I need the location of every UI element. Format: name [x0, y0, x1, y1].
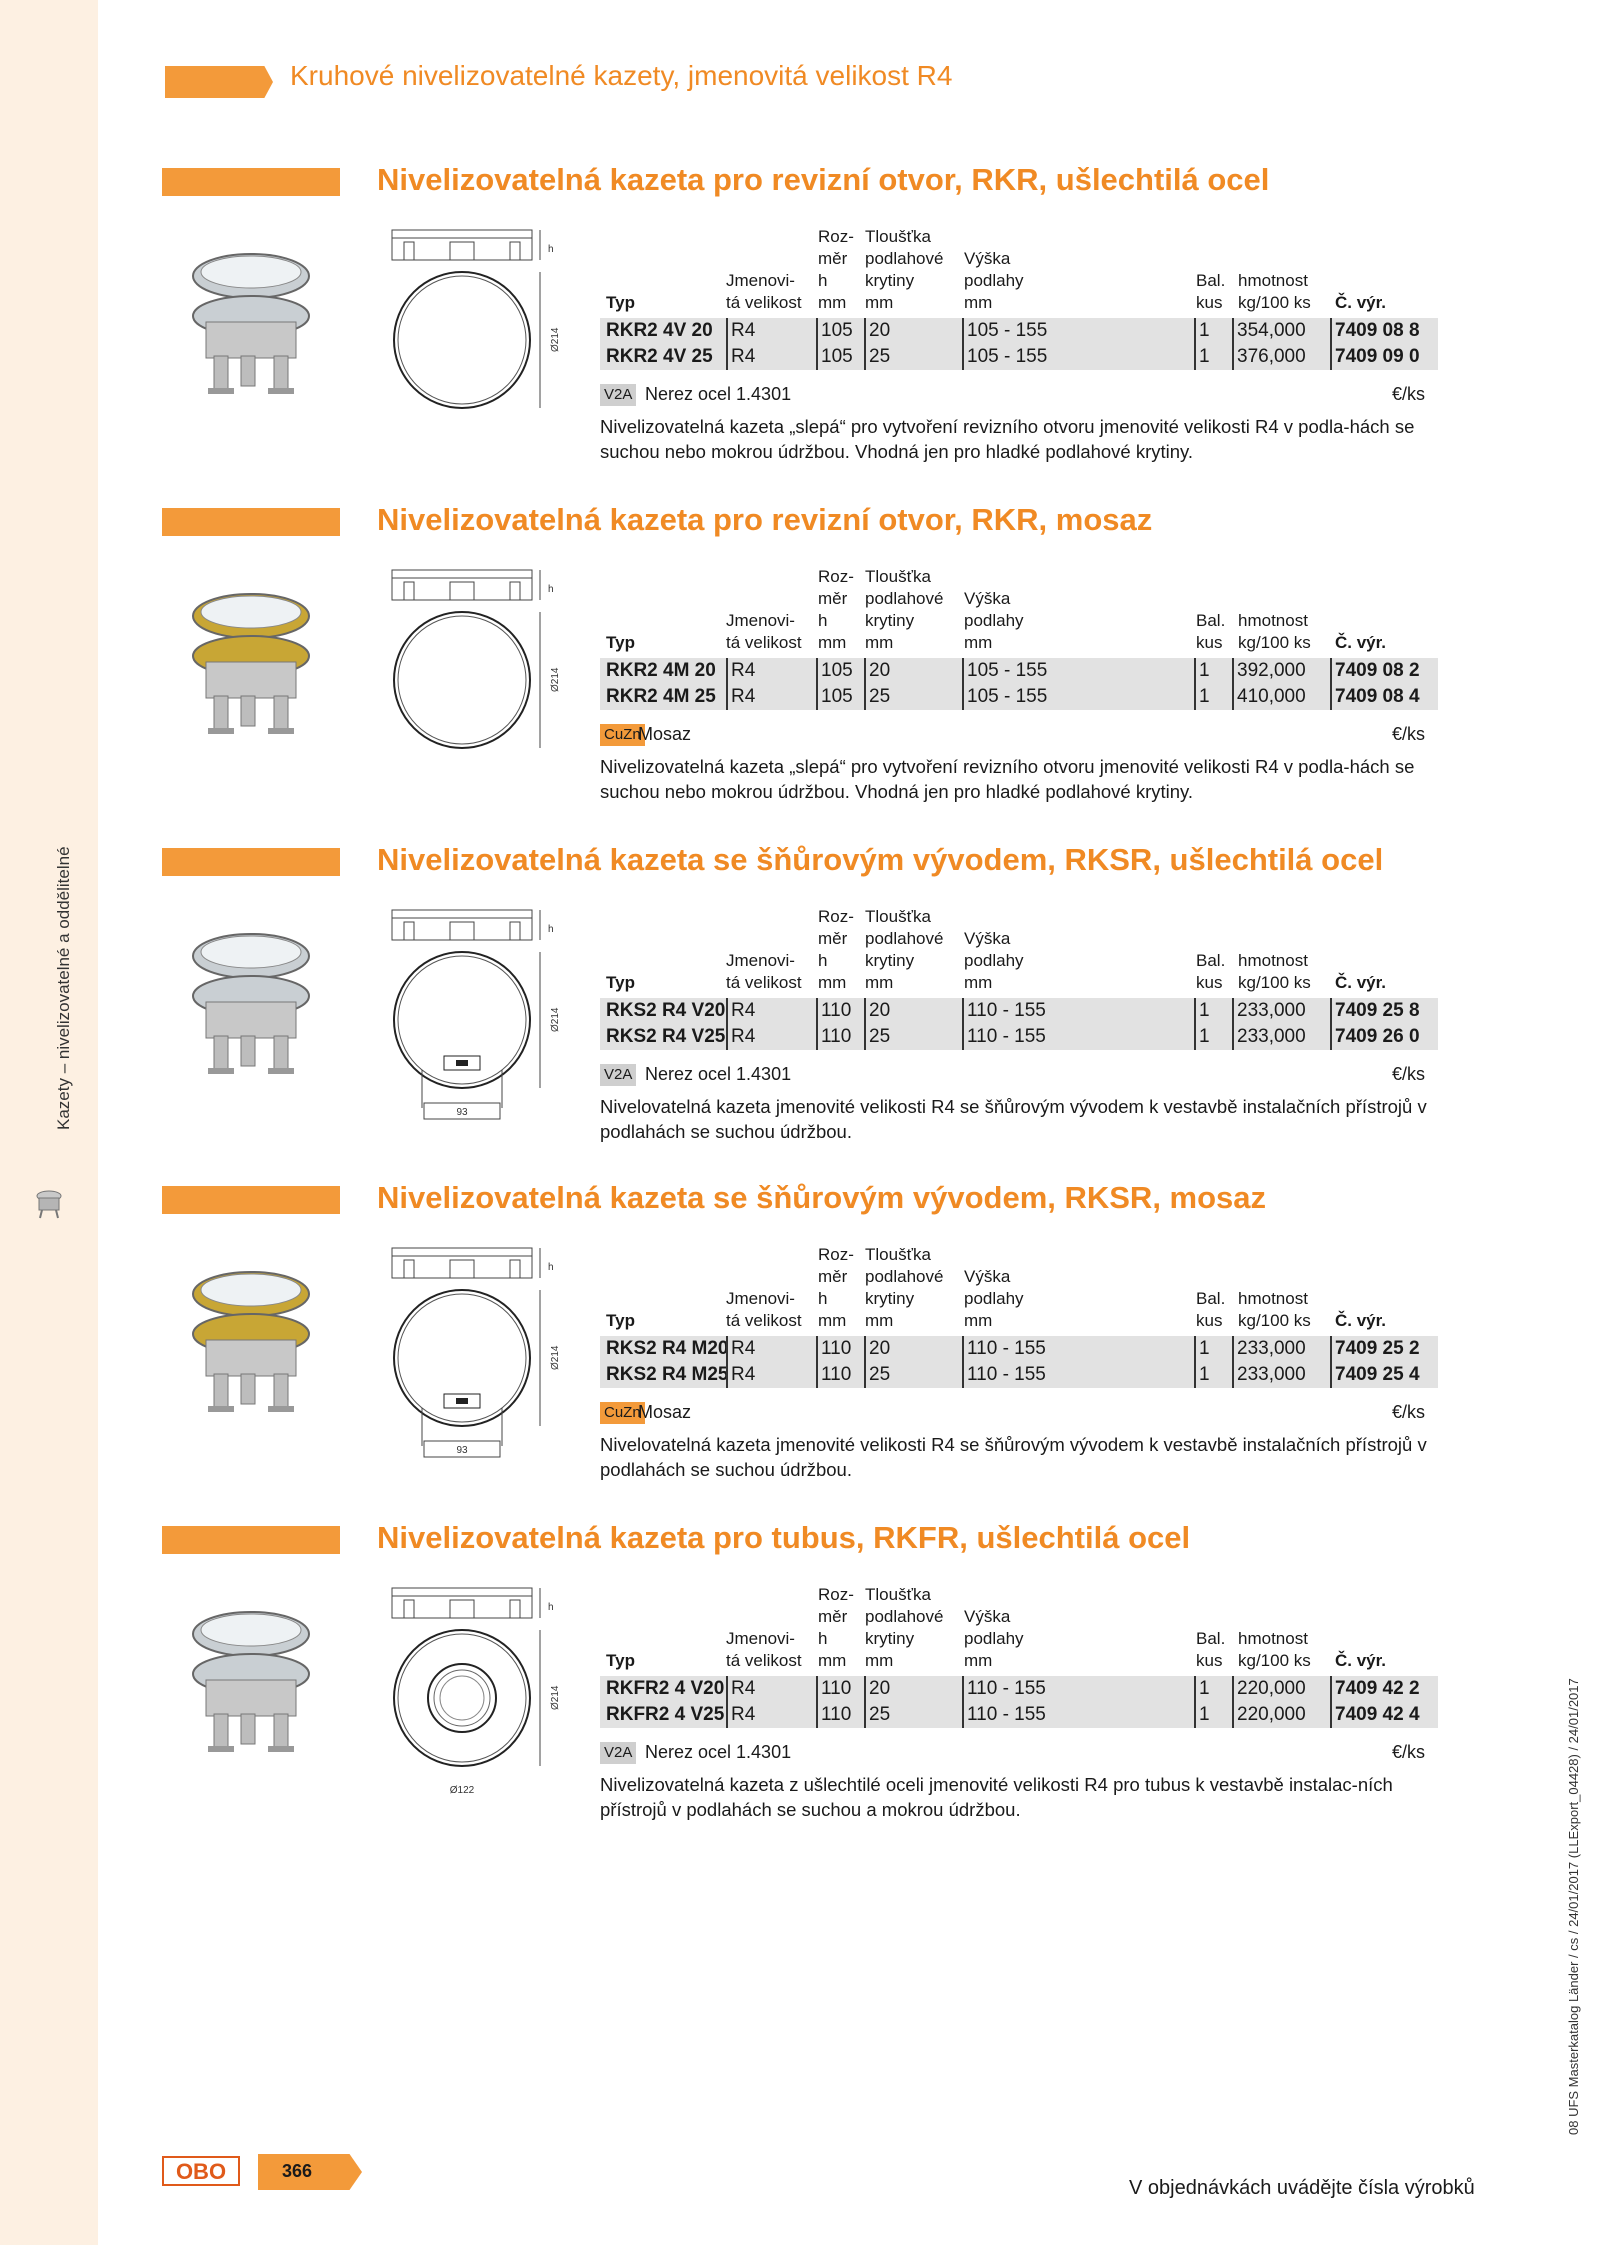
hdr-roz: Roz- — [818, 1585, 854, 1604]
hdr-cvyr: Č. výr. — [1335, 1651, 1387, 1670]
hdr-kg: kg/100 ks — [1238, 1651, 1311, 1670]
hdr-typ: Typ — [606, 293, 635, 312]
table-row — [600, 318, 1438, 344]
cell-height: 105 - 155 — [962, 344, 1047, 370]
section-title: Nivelizovatelná kazeta se šňůrovým vývodem, RKSR, mosaz — [377, 1180, 1267, 1215]
cell-pack: 1 — [1194, 1336, 1210, 1362]
hdr-h: h — [818, 1289, 828, 1308]
cell-type: RKFR2 4 V25 — [606, 1704, 725, 1725]
cell-weight: 220,000 — [1232, 1702, 1306, 1728]
product-section — [0, 162, 1600, 498]
hdr-h: h — [818, 951, 828, 970]
cell-thick: 20 — [864, 998, 890, 1024]
hdr-mm2: mm — [865, 293, 894, 312]
price-unit: €/ks — [1392, 384, 1426, 404]
material-text: Nerez ocel 1.4301 — [645, 1742, 792, 1762]
technical-drawing — [382, 1586, 561, 1816]
hdr-mm2: mm — [865, 973, 894, 992]
dim-h: h — [548, 244, 554, 255]
hdr-vyska: Výška — [964, 1267, 1011, 1286]
hdr-roz: Roz- — [818, 1245, 854, 1264]
cell-h: 110 — [816, 1362, 851, 1388]
cell-weight: 233,000 — [1232, 998, 1306, 1024]
hdr-vyska: Výška — [964, 249, 1011, 268]
hdr-krytiny: krytiny — [865, 1629, 915, 1648]
cell-thick: 25 — [864, 684, 890, 710]
cell-h: 105 — [816, 684, 853, 710]
hdr-bal: Bal. — [1196, 1289, 1226, 1308]
hdr-podlahove: podlahové — [865, 589, 944, 608]
cell-h: 105 — [816, 344, 853, 370]
dim-bottom: 93 — [456, 1445, 468, 1456]
section-description: Nivelovatelná kazeta jmenovité velikosti R4 se šňůrovým vývodem k vestavbě instalačních přístrojů v podlahách se suchou údržbou. — [600, 1096, 1427, 1142]
cell-pack: 1 — [1194, 1024, 1210, 1050]
hdr-h: h — [818, 1629, 828, 1648]
hdr-tloustka: Tloušťka — [865, 1585, 931, 1604]
cell-height: 110 - 155 — [962, 1676, 1046, 1702]
cell-size: R4 — [726, 344, 755, 370]
hdr-hmotnost: hmotnost — [1238, 1289, 1308, 1308]
cell-weight: 354,000 — [1232, 318, 1306, 344]
hdr-typ: Typ — [606, 633, 635, 652]
table-row — [600, 998, 1438, 1024]
cell-height: 110 - 155 — [962, 1362, 1046, 1388]
hdr-jmen1: Jmenovi- — [726, 951, 795, 970]
hdr-bal: Bal. — [1196, 951, 1226, 970]
hdr-jmen1: Jmenovi- — [726, 1629, 795, 1648]
section-title: Nivelizovatelná kazeta se šňůrovým vývodem, RKSR, ušlechtilá ocel — [377, 842, 1384, 877]
hdr-jmen2: tá velikost — [726, 633, 802, 652]
hdr-krytiny: krytiny — [865, 271, 915, 290]
cell-weight: 233,000 — [1232, 1024, 1306, 1050]
product-section — [0, 502, 1600, 838]
hdr-mer: měr — [818, 589, 848, 608]
cell-number: 7409 26 0 — [1330, 1024, 1420, 1050]
cell-height: 105 - 155 — [962, 684, 1047, 710]
cell-pack: 1 — [1194, 344, 1210, 370]
section-description: Nivelovatelná kazeta jmenovité velikosti R4 se šňůrovým vývodem k vestavbě instalačních přístrojů v podlahách se suchou údržbou. — [600, 1434, 1427, 1480]
product-photo — [186, 578, 316, 748]
cell-size: R4 — [726, 684, 755, 710]
product-photo — [186, 1256, 316, 1426]
hdr-jmen1: Jmenovi- — [726, 611, 795, 630]
hdr-hmotnost: hmotnost — [1238, 611, 1308, 630]
price-unit: €/ks — [1392, 1064, 1426, 1084]
cell-number: 7409 25 8 — [1330, 998, 1420, 1024]
product-photo — [186, 918, 316, 1088]
hdr-podlahove: podlahové — [865, 249, 944, 268]
cell-thick: 20 — [864, 1676, 890, 1702]
hdr-kg: kg/100 ks — [1238, 293, 1311, 312]
material-text: Nerez ocel 1.4301 — [645, 384, 792, 404]
hdr-kus: kus — [1196, 293, 1223, 312]
footer-note: V objednávkách uvádějte čísla výrobků — [1129, 2177, 1475, 2199]
page-number: 366 — [282, 2161, 313, 2181]
product-photo — [186, 238, 316, 408]
table-row — [600, 344, 1438, 370]
hdr-mm1: mm — [818, 973, 847, 992]
hdr-typ: Typ — [606, 1651, 635, 1670]
hdr-mm3: mm — [964, 1311, 993, 1330]
product-section — [0, 842, 1600, 1178]
hdr-cvyr: Č. výr. — [1335, 633, 1387, 652]
hdr-jmen2: tá velikost — [726, 973, 802, 992]
hdr-tloustka: Tloušťka — [865, 907, 931, 926]
hdr-tloustka: Tloušťka — [865, 1245, 931, 1264]
cell-pack: 1 — [1194, 1702, 1210, 1728]
hdr-bal: Bal. — [1196, 271, 1226, 290]
hdr-mm1: mm — [818, 1311, 847, 1330]
hdr-kus: kus — [1196, 633, 1223, 652]
cell-number: 7409 08 2 — [1330, 658, 1420, 684]
material-badge: V2A — [600, 384, 636, 406]
cell-thick: 25 — [864, 1702, 890, 1728]
cell-size: R4 — [726, 658, 755, 684]
hdr-jmen1: Jmenovi- — [726, 1289, 795, 1308]
hdr-mm1: mm — [818, 293, 847, 312]
hdr-kus: kus — [1196, 1651, 1223, 1670]
hdr-podlahy: podlahy — [964, 951, 1024, 970]
price-unit: €/ks — [1392, 1742, 1426, 1762]
spec-table — [600, 1244, 1438, 1399]
catalog-label: 08 UFS Masterkatalog Länder / cs / 24/01/2017 (LLExport_04428) / 24/01/2017 — [1566, 1678, 1581, 2135]
section-bar — [162, 1186, 340, 1214]
cell-height: 105 - 155 — [962, 318, 1047, 344]
cell-number: 7409 09 0 — [1330, 344, 1420, 370]
cell-number: 7409 08 4 — [1330, 684, 1420, 710]
hdr-tloustka: Tloušťka — [865, 567, 931, 586]
hdr-mer: měr — [818, 1267, 848, 1286]
hdr-krytiny: krytiny — [865, 951, 915, 970]
cell-type: RKS2 R4 V20 — [606, 1000, 726, 1021]
spec-table — [600, 226, 1438, 381]
section-bar — [162, 848, 340, 876]
hdr-kus: kus — [1196, 1311, 1223, 1330]
cell-number: 7409 25 4 — [1330, 1362, 1420, 1388]
dim-diameter: Ø214 — [550, 1345, 561, 1370]
cell-size: R4 — [726, 998, 755, 1024]
spec-table — [600, 1584, 1438, 1739]
hdr-kg: kg/100 ks — [1238, 973, 1311, 992]
hdr-podlahove: podlahové — [865, 1267, 944, 1286]
hdr-mer: měr — [818, 1607, 848, 1626]
cell-h: 105 — [816, 658, 853, 684]
cell-thick: 25 — [864, 1024, 890, 1050]
hdr-bal: Bal. — [1196, 1629, 1226, 1648]
hdr-podlahy: podlahy — [964, 1629, 1024, 1648]
product-section — [0, 1180, 1600, 1516]
hdr-krytiny: krytiny — [865, 611, 915, 630]
hdr-h: h — [818, 611, 828, 630]
hdr-tloustka: Tloušťka — [865, 227, 931, 246]
cell-number: 7409 08 8 — [1330, 318, 1420, 344]
dim-h: h — [548, 1602, 554, 1613]
cell-height: 110 - 155 — [962, 1702, 1046, 1728]
hdr-vyska: Výška — [964, 589, 1011, 608]
material-text: Mosaz — [638, 724, 692, 744]
cell-thick: 25 — [864, 1362, 890, 1388]
section-title: Nivelizovatelná kazeta pro revizní otvor, RKR, ušlechtilá ocel — [377, 162, 1270, 197]
technical-drawing — [382, 908, 561, 1138]
cell-type: RKFR2 4 V20 — [606, 1678, 725, 1699]
side-label: Kazety – nivelizovatelné a oddělitelné — [54, 846, 73, 1130]
hdr-krytiny: krytiny — [865, 1289, 915, 1308]
cell-height: 110 - 155 — [962, 1336, 1046, 1362]
cell-pack: 1 — [1194, 318, 1210, 344]
hdr-podlahove: podlahové — [865, 1607, 944, 1626]
obo-logo — [162, 2156, 240, 2186]
cell-height: 110 - 155 — [962, 998, 1046, 1024]
cell-height: 110 - 155 — [962, 1024, 1046, 1050]
section-title: Nivelizovatelná kazeta pro tubus, RKFR, ušlechtilá ocel — [377, 1520, 1191, 1555]
cell-size: R4 — [726, 318, 755, 344]
cell-type: RKS2 R4 M20 — [606, 1338, 729, 1359]
hdr-jmen1: Jmenovi- — [726, 271, 795, 290]
hdr-roz: Roz- — [818, 567, 854, 586]
table-row — [600, 1702, 1438, 1728]
section-description: Nivelizovatelná kazeta „slepá“ pro vytvoření revizního otvoru jmenovité velikosti R4 v podla-hách se suchou nebo mokrou údržbou. Vhodná jen pro hladké podlahové krytiny. — [600, 416, 1415, 462]
dim-diameter: Ø214 — [550, 1685, 561, 1710]
hdr-podlahy: podlahy — [964, 1289, 1024, 1308]
price-unit: €/ks — [1392, 1402, 1426, 1422]
cell-h: 110 — [816, 1702, 851, 1728]
cell-thick: 20 — [864, 658, 890, 684]
hdr-typ: Typ — [606, 973, 635, 992]
cell-pack: 1 — [1194, 998, 1210, 1024]
price-unit: €/ks — [1392, 724, 1426, 744]
hdr-mm3: mm — [964, 633, 993, 652]
cell-size: R4 — [726, 1336, 755, 1362]
hdr-mm3: mm — [964, 1651, 993, 1670]
material-text: Mosaz — [638, 1402, 692, 1422]
technical-drawing — [382, 568, 561, 798]
page-header: Kruhové nivelizovatelné kazety, jmenovitá velikost R4 — [290, 60, 953, 91]
cell-size: R4 — [726, 1024, 755, 1050]
cell-pack: 1 — [1194, 684, 1210, 710]
hdr-typ: Typ — [606, 1311, 635, 1330]
cell-weight: 233,000 — [1232, 1336, 1306, 1362]
cell-h: 110 — [816, 998, 851, 1024]
cell-h: 110 — [816, 1024, 851, 1050]
material-text: Nerez ocel 1.4301 — [645, 1064, 792, 1084]
hdr-bal: Bal. — [1196, 611, 1226, 630]
technical-drawing — [382, 228, 561, 458]
hdr-hmotnost: hmotnost — [1238, 1629, 1308, 1648]
cell-weight: 220,000 — [1232, 1676, 1306, 1702]
cell-h: 110 — [816, 1676, 851, 1702]
cell-number: 7409 42 2 — [1330, 1676, 1420, 1702]
dim-bottom: Ø122 — [449, 1785, 475, 1796]
material-badge: V2A — [600, 1064, 636, 1086]
material-badge: CuZn — [600, 1402, 645, 1424]
hdr-mm1: mm — [818, 1651, 847, 1670]
hdr-cvyr: Č. výr. — [1335, 973, 1387, 992]
section-title: Nivelizovatelná kazeta pro revizní otvor, RKR, mosaz — [377, 502, 1153, 537]
hdr-jmen2: tá velikost — [726, 1651, 802, 1670]
hdr-mer: měr — [818, 249, 848, 268]
hdr-mm2: mm — [865, 633, 894, 652]
cell-type: RKR2 4M 20 — [606, 660, 716, 681]
table-row — [600, 658, 1438, 684]
cell-pack: 1 — [1194, 658, 1210, 684]
hdr-mm1: mm — [818, 633, 847, 652]
section-description: Nivelizovatelná kazeta z ušlechtilé oceli jmenovité velikosti R4 pro tubus k vestavbě instalac-ních přístrojů v podlahách se suchou a mokrou údržbou. — [600, 1774, 1393, 1820]
hdr-cvyr: Č. výr. — [1335, 1311, 1387, 1330]
product-photo — [186, 1596, 316, 1766]
table-row — [600, 1024, 1438, 1050]
hdr-jmen2: tá velikost — [726, 293, 802, 312]
hdr-cvyr: Č. výr. — [1335, 293, 1387, 312]
section-bar — [162, 508, 340, 536]
cell-size: R4 — [726, 1702, 755, 1728]
dim-diameter: Ø214 — [550, 1007, 561, 1032]
table-row — [600, 1362, 1438, 1388]
cell-type: RKR2 4M 25 — [606, 686, 716, 707]
hdr-kg: kg/100 ks — [1238, 1311, 1311, 1330]
cell-pack: 1 — [1194, 1676, 1210, 1702]
cell-h: 110 — [816, 1336, 851, 1362]
dim-h: h — [548, 584, 554, 595]
hdr-podlahy: podlahy — [964, 611, 1024, 630]
hdr-vyska: Výška — [964, 929, 1011, 948]
material-badge: V2A — [600, 1742, 636, 1764]
cell-number: 7409 42 4 — [1330, 1702, 1420, 1728]
hdr-h: h — [818, 271, 828, 290]
hdr-jmen2: tá velikost — [726, 1311, 802, 1330]
logo-text: OBO — [175, 2159, 227, 2184]
hdr-kus: kus — [1196, 973, 1223, 992]
cell-pack: 1 — [1194, 1362, 1210, 1388]
dim-diameter: Ø214 — [550, 327, 561, 352]
cell-type: RKS2 R4 M25 — [606, 1364, 729, 1385]
hdr-hmotnost: hmotnost — [1238, 951, 1308, 970]
material-badge: CuZn — [600, 724, 645, 746]
cell-h: 105 — [816, 318, 853, 344]
hdr-mm3: mm — [964, 973, 993, 992]
cell-size: R4 — [726, 1676, 755, 1702]
hdr-hmotnost: hmotnost — [1238, 271, 1308, 290]
hdr-mm2: mm — [865, 1311, 894, 1330]
table-row — [600, 1336, 1438, 1362]
dim-diameter: Ø214 — [550, 667, 561, 692]
section-bar — [162, 168, 340, 196]
hdr-mm2: mm — [865, 1651, 894, 1670]
cell-size: R4 — [726, 1362, 755, 1388]
cell-weight: 376,000 — [1232, 344, 1306, 370]
spec-table — [600, 566, 1438, 721]
hdr-podlahove: podlahové — [865, 929, 944, 948]
cell-type: RKR2 4V 20 — [606, 320, 713, 341]
table-row — [600, 684, 1438, 710]
header-tab — [165, 66, 273, 98]
hdr-mer: měr — [818, 929, 848, 948]
technical-drawing — [382, 1246, 561, 1476]
hdr-kg: kg/100 ks — [1238, 633, 1311, 652]
cell-thick: 20 — [864, 318, 890, 344]
cell-height: 105 - 155 — [962, 658, 1047, 684]
dim-bottom: 93 — [456, 1107, 468, 1118]
cell-type: RKR2 4V 25 — [606, 346, 713, 367]
spec-table — [600, 906, 1438, 1061]
cell-type: RKS2 R4 V25 — [606, 1026, 726, 1047]
product-section — [0, 1520, 1600, 1856]
table-row — [600, 1676, 1438, 1702]
hdr-roz: Roz- — [818, 907, 854, 926]
cell-weight: 392,000 — [1232, 658, 1306, 684]
dim-h: h — [548, 924, 554, 935]
cell-weight: 233,000 — [1232, 1362, 1306, 1388]
section-bar — [162, 1526, 340, 1554]
hdr-mm3: mm — [964, 293, 993, 312]
dim-h: h — [548, 1262, 554, 1273]
hdr-roz: Roz- — [818, 227, 854, 246]
hdr-podlahy: podlahy — [964, 271, 1024, 290]
cell-thick: 25 — [864, 344, 890, 370]
section-description: Nivelizovatelná kazeta „slepá“ pro vytvoření revizního otvoru jmenovité velikosti R4 v podla-hách se suchou nebo mokrou údržbou. Vhodná jen pro hladké podlahové krytiny. — [600, 756, 1415, 802]
hdr-vyska: Výška — [964, 1607, 1011, 1626]
cell-number: 7409 25 2 — [1330, 1336, 1420, 1362]
cell-weight: 410,000 — [1232, 684, 1306, 710]
cell-thick: 20 — [864, 1336, 890, 1362]
